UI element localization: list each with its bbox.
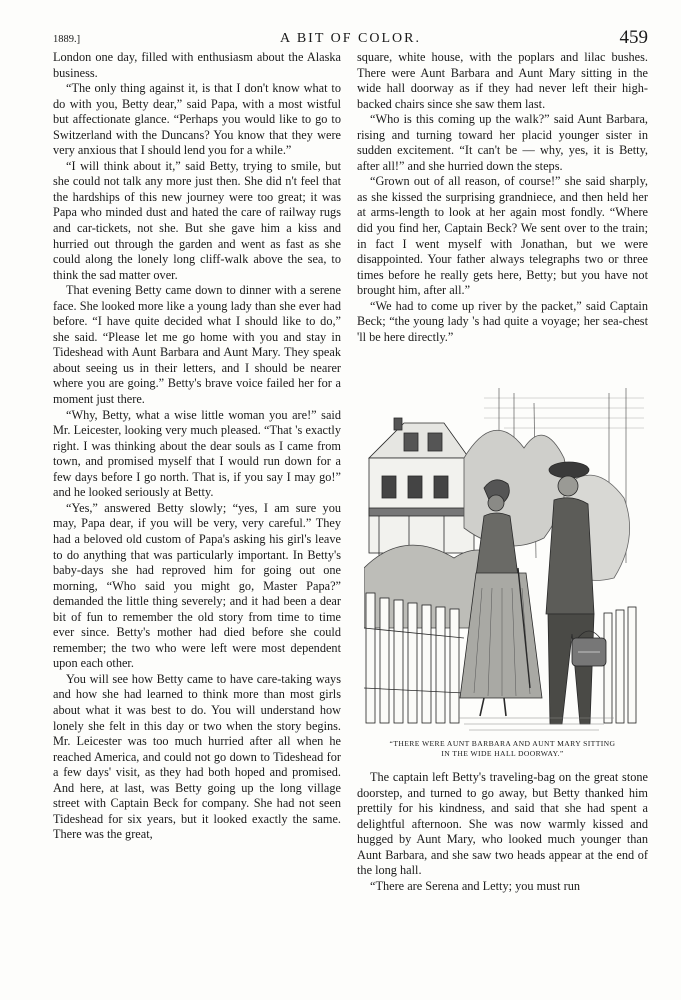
paragraph: “Yes,” answered Betty slowly; “yes, I am sure you may, Papa dear, if you will be very, very careful.” They had a beloved old custom of Papa's asking his girl's leave to do anything that was particularly important. In Betty's baby-days she had reproved him for going out one morning, “Who said you might go, Master Papa?” demanded the little thing severely; and it had been a dear bit of fun to remember the old story from time to time ever since. Betty's mother had died before she could remember; the two who were left were most dependent upon each other. (53, 500, 341, 671)
running-header (53, 27, 648, 52)
left-column (53, 50, 341, 843)
paragraph: London one day, filled with enthusiasm about the Alaska business. (53, 50, 341, 80)
header-title: A BIT OF COLOR. (280, 31, 421, 46)
paragraph: “Why, Betty, what a wise little woman you are!” said Mr. Leicester, looking very much pleased. “That 's exactly right. I was thinking about the dear souls as I came from town, and promised myself that I would run down for a few days before I go north. That is, if you say I may go!” and he looked seriously at Betty. (53, 407, 341, 500)
paragraph: “There are Serena and Letty; you must run (370, 878, 580, 893)
caption-line: IN THE WIDE HALL DOORWAY.” (441, 749, 564, 758)
page-number: 459 (619, 27, 648, 48)
paragraph: That evening Betty came down to dinner with a serene face. She looked more like a young lady than she ever had before. “I have quite decided what I should like to do,” she said. “Please let me go home with you and stay in Tideshead with Aunt Barbara and Aunt Mary. They speak about seeing us in their letters, and I should be nearer where you are going.” Betty's brave voice failed her for a moment just there. (53, 283, 341, 407)
paragraph: “We had to come up river by the packet,” said Captain Beck; “the young lady 's had quite a voyage; her sea-chest 'll be here directly.” (357, 298, 648, 344)
paragraph: “The only thing against it, is that I don't know what to do with you, Betty dear,” said Papa, with a most wistful but affectionate glance. “Perhaps you would like to go to Switzerland with the Duncans? You know that they were very anxious that I should lend you for a while.” (53, 81, 341, 158)
paragraph: “Who is this coming up the walk?” said Aunt Barbara, rising and turning toward her placid younger sister in sudden excitement. “It can't be — why, yes, it is Betty, after all!” and she hurried down the steps. (357, 112, 648, 173)
header-year: 1889.] (53, 34, 81, 45)
paragraph: The captain left Betty's traveling-bag on the great stone doorstep, and turned to go away, but Betty thanked him prettily for his kindness, and said that she had spent a delightful afternoon. She was now warmly kissed and hugged by Aunt Mary, who looked much younger than Aunt Barbara, and she saw two heads appear at the end of the long hall. (357, 770, 648, 878)
illustration-caption (357, 739, 648, 759)
right-column-top (357, 50, 648, 345)
paragraph: “Grown out of all reason, of course!” she said sharply, as she kissed the surprising grandniece, and then held her at arms-length to look at her again most fondly. “Where did you find her, Captain Beck? We sent over to the train; in fact I went myself with Jonathan, but we were disappointed. Your father always telegraphs two or three times before he really gets here, Betty; but you have not brought him, after all.” (357, 174, 648, 298)
caption-line: “THERE WERE AUNT BARBARA AND AUNT MARY SITTING (389, 739, 616, 748)
engraving-illustration (364, 388, 646, 733)
paragraph: “I will think about it,” said Betty, trying to smile, but she could not talk any more just then. She did n't feel that the hardships of this new journey were too great; it was Papa who minded dust and hated the care of railway rugs and car-tickets, not she. But she gave him a kiss and hurried out through the garden and went as fast as she could along the lonely long cliff-walk above the sea, to think the sad matter over. (53, 158, 341, 282)
paragraph: You will see how Betty came to have care-taking ways and how she had learned to think more than most girls about what it was best to do. You will understand how lonely she felt in this day or two when the story begins. Mr. Leicester was too much hurried after all when he reached America, and could not go down to Tideshead for a few days' visit, as they had both hoped and promised. And here, at last, was Betty going up the long village street with Captain Beck for company. She had not seen Tideshead for six years, but it looked exactly the same. There was the great, (53, 671, 341, 842)
paragraph: square, white house, with the poplars and lilac bushes. There were Aunt Barbara and Aunt Mary sitting in the wide hall doorway as if they had never left their high-backed chairs since she saw them last. (357, 50, 648, 111)
right-column-bottom (357, 770, 648, 894)
